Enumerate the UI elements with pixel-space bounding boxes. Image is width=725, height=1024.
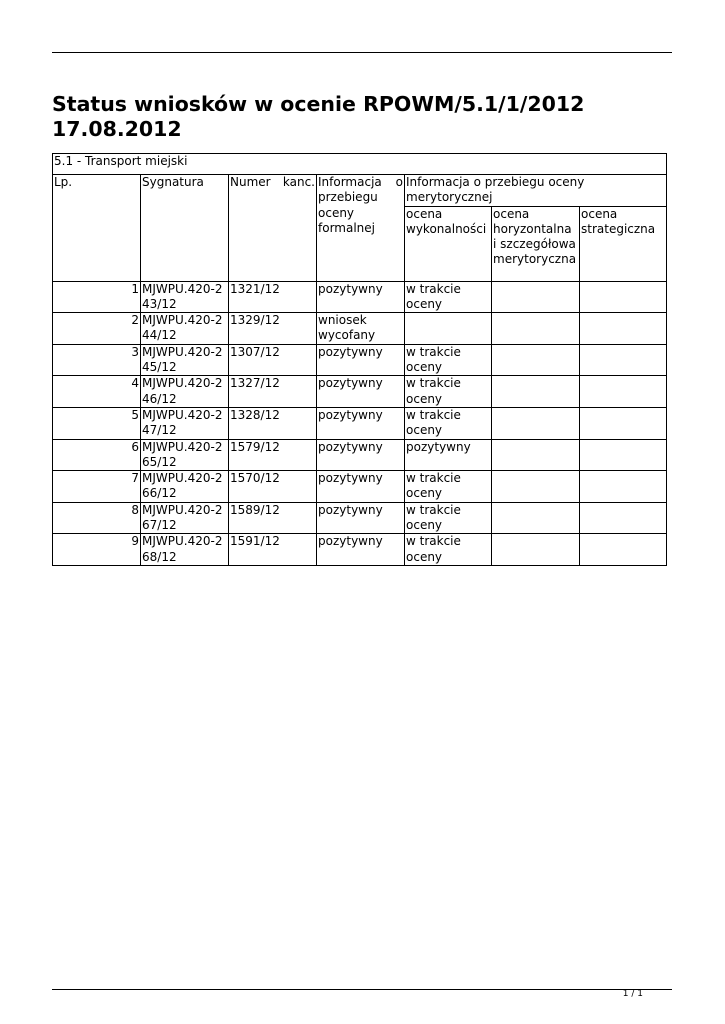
cell-lp: 7 xyxy=(53,471,141,503)
cell-strategiczna xyxy=(580,313,667,345)
table-row xyxy=(53,407,667,439)
cell-lp: 9 xyxy=(53,534,141,566)
cell-horyzontalna xyxy=(492,407,580,439)
bottom-rule xyxy=(52,989,672,990)
cell-sygnatura: MJWPU.420-2 68/12 xyxy=(141,534,229,566)
cell-numer: 1579/12 xyxy=(229,439,317,471)
header-sygnatura: Sygnatura xyxy=(141,175,229,282)
section-row xyxy=(53,154,667,175)
cell-sygnatura: MJWPU.420-2 67/12 xyxy=(141,502,229,534)
cell-horyzontalna xyxy=(492,344,580,376)
cell-sygnatura: MJWPU.420-2 66/12 xyxy=(141,471,229,503)
table-row xyxy=(53,376,667,408)
cell-wykonalnosci: w trakcie oceny xyxy=(405,407,492,439)
cell-wykonalnosci: w trakcie oceny xyxy=(405,502,492,534)
cell-wykonalnosci: w trakcie oceny xyxy=(405,534,492,566)
cell-formalna: pozytywny xyxy=(317,502,405,534)
page-title: Status wniosków w ocenie RPOWM/5.1/1/2012 17.08.2012 xyxy=(52,92,585,141)
cell-sygnatura: MJWPU.420-2 47/12 xyxy=(141,407,229,439)
cell-numer: 1329/12 xyxy=(229,313,317,345)
cell-strategiczna xyxy=(580,502,667,534)
cell-horyzontalna xyxy=(492,502,580,534)
cell-numer: 1591/12 xyxy=(229,534,317,566)
cell-horyzontalna xyxy=(492,281,580,313)
cell-lp: 6 xyxy=(53,439,141,471)
cell-strategiczna xyxy=(580,471,667,503)
cell-numer: 1589/12 xyxy=(229,502,317,534)
section-title: 5.1 - Transport miejski xyxy=(53,154,667,175)
cell-lp: 2 xyxy=(53,313,141,345)
cell-formalna: pozytywny xyxy=(317,376,405,408)
cell-wykonalnosci xyxy=(405,313,492,345)
header-wykonalnosci: ocena wykonalności xyxy=(405,206,492,281)
header-merytoryczna: Informacja o przebiegu oceny merytorycznej xyxy=(405,175,667,207)
cell-formalna: pozytywny xyxy=(317,407,405,439)
cell-numer: 1321/12 xyxy=(229,281,317,313)
cell-strategiczna xyxy=(580,534,667,566)
cell-horyzontalna xyxy=(492,313,580,345)
table-row xyxy=(53,439,667,471)
header-numer: Numer kanc. xyxy=(229,175,317,282)
cell-lp: 4 xyxy=(53,376,141,408)
cell-numer: 1570/12 xyxy=(229,471,317,503)
table-row xyxy=(53,534,667,566)
cell-formalna: pozytywny xyxy=(317,439,405,471)
page-number: 1 / 1 xyxy=(622,989,643,999)
table-row xyxy=(53,281,667,313)
cell-wykonalnosci: w trakcie oceny xyxy=(405,344,492,376)
cell-numer: 1327/12 xyxy=(229,376,317,408)
cell-horyzontalna xyxy=(492,534,580,566)
cell-wykonalnosci: w trakcie oceny xyxy=(405,471,492,503)
cell-lp: 8 xyxy=(53,502,141,534)
cell-formalna: pozytywny xyxy=(317,344,405,376)
cell-strategiczna xyxy=(580,344,667,376)
cell-wykonalnosci: w trakcie oceny xyxy=(405,376,492,408)
cell-strategiczna xyxy=(580,407,667,439)
header-lp: Lp. xyxy=(53,175,141,282)
cell-wykonalnosci: w trakcie oceny xyxy=(405,281,492,313)
header-strategiczna: ocena strategiczna xyxy=(580,206,667,281)
cell-numer: 1328/12 xyxy=(229,407,317,439)
cell-horyzontalna xyxy=(492,439,580,471)
cell-numer: 1307/12 xyxy=(229,344,317,376)
cell-sygnatura: MJWPU.420-2 46/12 xyxy=(141,376,229,408)
cell-formalna: pozytywny xyxy=(317,471,405,503)
cell-formalna: pozytywny xyxy=(317,281,405,313)
cell-sygnatura: MJWPU.420-2 44/12 xyxy=(141,313,229,345)
cell-horyzontalna xyxy=(492,471,580,503)
cell-horyzontalna xyxy=(492,376,580,408)
header-row xyxy=(53,175,667,207)
cell-lp: 3 xyxy=(53,344,141,376)
cell-sygnatura: MJWPU.420-2 45/12 xyxy=(141,344,229,376)
header-formalna: Informacja o przebiegu oceny formalnej xyxy=(317,175,405,282)
status-table xyxy=(52,153,667,566)
cell-strategiczna xyxy=(580,439,667,471)
table-row xyxy=(53,502,667,534)
header-horyzontalna: ocena horyzontalna i szczegółowa merytoryczna xyxy=(492,206,580,281)
cell-lp: 1 xyxy=(53,281,141,313)
cell-sygnatura: MJWPU.420-2 65/12 xyxy=(141,439,229,471)
table-row xyxy=(53,471,667,503)
table-row xyxy=(53,313,667,345)
top-rule xyxy=(52,52,672,53)
cell-wykonalnosci: pozytywny xyxy=(405,439,492,471)
cell-formalna: pozytywny xyxy=(317,534,405,566)
cell-lp: 5 xyxy=(53,407,141,439)
cell-strategiczna xyxy=(580,281,667,313)
cell-formalna: wniosek wycofany xyxy=(317,313,405,345)
cell-sygnatura: MJWPU.420-2 43/12 xyxy=(141,281,229,313)
table-row xyxy=(53,344,667,376)
cell-strategiczna xyxy=(580,376,667,408)
